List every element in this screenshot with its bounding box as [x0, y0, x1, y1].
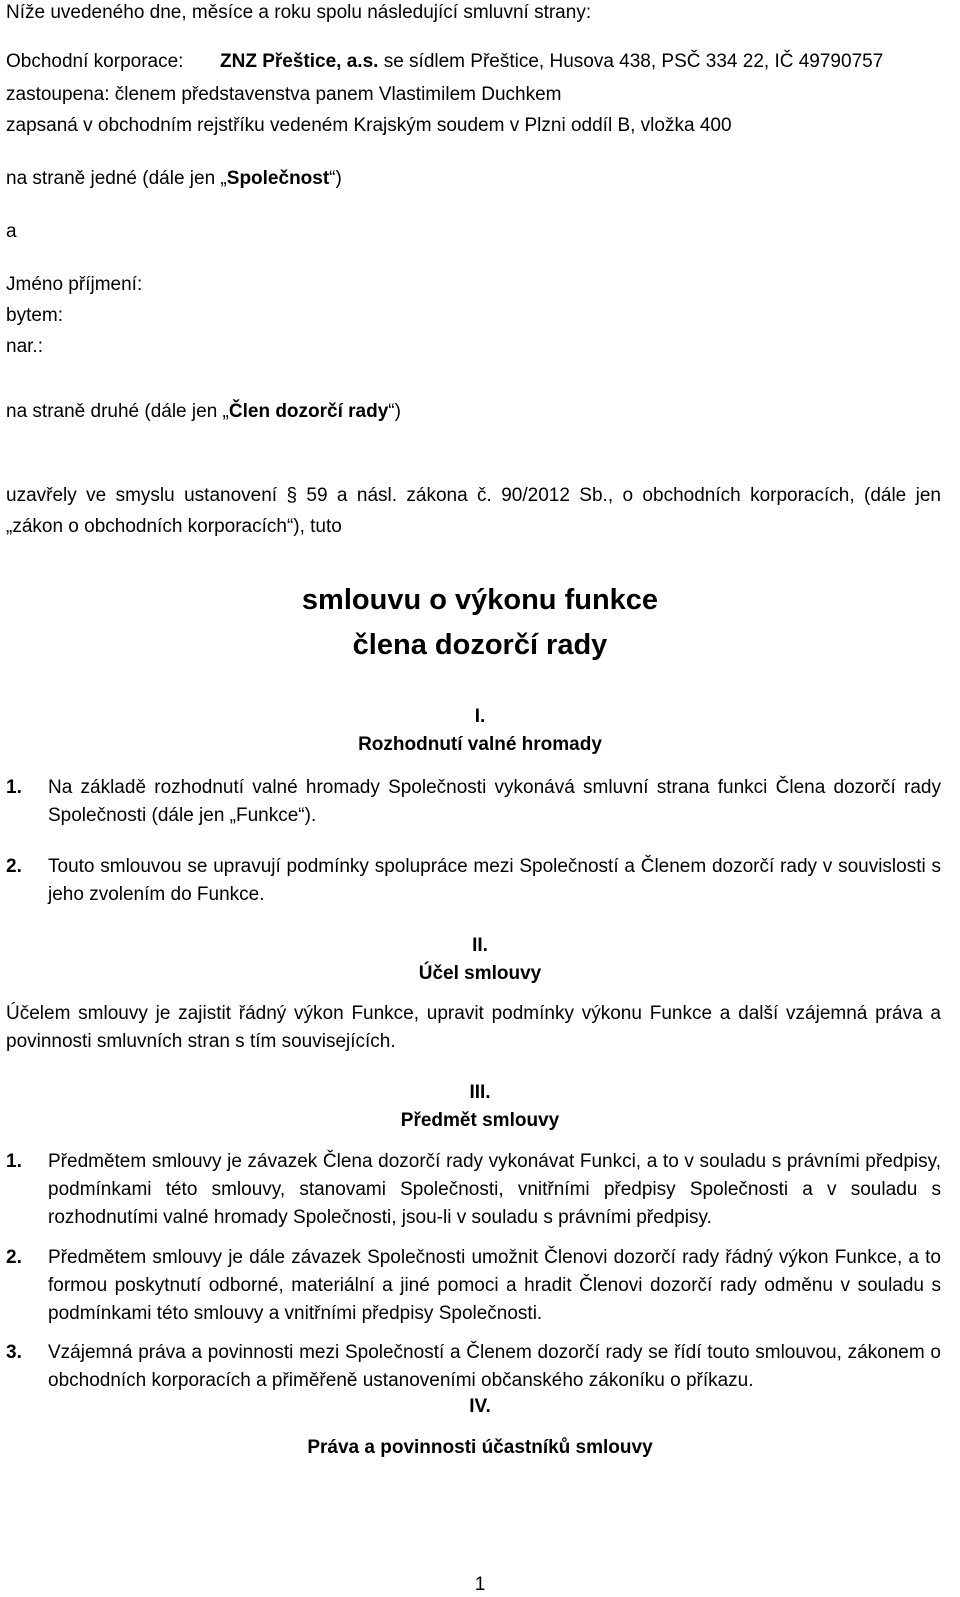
section-1-item-2-text: Touto smlouvou se upravují podmínky spolupráce mezi Společností a Členem dozorčí rady v souvislosti s jeho zvolením do Funkce.	[48, 856, 941, 905]
party1-company-name: ZNZ Přeštice, a.s.	[220, 51, 379, 72]
section-3-number: III.	[469, 1082, 491, 1103]
party2-side-name: Člen dozorčí rady	[228, 401, 389, 422]
section-2-text: Účelem smlouvy je zajistit řádný výkon Funkce, upravit podmínky výkonu Funkce a další vzájemná práva a povinnosti smluvních stran s tím souvisejících.	[6, 1003, 941, 1052]
concluded-line-1-suffix: , o obchodních korporacích, (dále jen	[607, 485, 941, 506]
party1-side-prefix: na straně jedné (dále jen „	[6, 168, 227, 189]
party2-born-label: nar.:	[6, 336, 43, 357]
party1-represented: zastoupena: členem představenstva panem Vlastimilem Duchkem	[6, 84, 562, 105]
and-conjunction: a	[6, 221, 17, 242]
party1-label: Obchodní korporace:	[6, 51, 184, 72]
section-3-item-1-text: Předmětem smlouvy je závazek Člena dozorčí rady vykonávat Funkci, a to v souladu s právními předpisy, podmínkami této smlouvy, stanovami Společnosti, vnitřními předpisy Společnosti a v souladu s rozhodnutími valné hromady Společnosti, jsou-li v souladu s právními předpisy.	[48, 1151, 941, 1228]
party2-side-suffix: “)	[388, 401, 401, 422]
section-4-number: IV.	[469, 1396, 491, 1417]
party1-side-name: Společnost	[226, 168, 330, 189]
intro-text: Níže uvedeného dne, měsíce a roku spolu následující smluvní strany:	[6, 2, 592, 23]
party2-name-label: Jméno příjmení:	[6, 274, 143, 295]
section-2-heading: Účel smlouvy	[418, 963, 542, 984]
party2-address-label: bytem:	[6, 305, 64, 326]
section-1-heading: Rozhodnutí valné hromady	[358, 734, 602, 755]
party1-register: zapsaná v obchodním rejstříku vedeném Krajským soudem v Plzni oddíl B, vložka 400	[6, 115, 732, 136]
section-3-item-3-text: Vzájemná práva a povinnosti mezi Společností a Členem dozorčí rady se řídí touto smlouvou, zákonem o obchodních korporacích a přiměřeně ustanoveními občanského zákoníku o příkazu.	[48, 1342, 941, 1391]
section-1-number: I.	[474, 706, 486, 727]
concluded-line-1	[6, 484, 941, 508]
section-1-item-1-text: Na základě rozhodnutí valné hromady Společnosti vykonává smluvní strana funkci Člena dozorčí rady Společnosti (dále jen „Funkce“).	[48, 777, 941, 826]
party1-side-suffix: “)	[329, 168, 342, 189]
party1-line	[6, 50, 883, 74]
section-4-heading: Práva a povinnosti účastníků smlouvy	[307, 1437, 653, 1458]
contract-title-line-1: smlouvu o výkonu funkce	[301, 584, 659, 616]
party1-side	[6, 167, 342, 191]
section-3-item-3-number: 3.	[6, 1342, 22, 1363]
section-3-item-2-number: 2.	[6, 1247, 22, 1268]
section-3-item-2-text: Předmětem smlouvy je dále závazek Společnosti umožnit Členovi dozorčí rady řádný výkon Funkce, a to formou poskytnutí odborné, materiální a jiné pomoci a hradit Členovi dozorčí rady odměnu v souladu s podmínkami této smlouvy a vnitřními předpisy Společnosti.	[48, 1247, 941, 1324]
section-1-item-1-number: 1.	[6, 777, 22, 798]
concluded-line-2: „zákon o obchodních korporacích“), tuto	[6, 516, 342, 537]
section-3-heading: Předmět smlouvy	[400, 1110, 560, 1131]
party2-side-prefix: na straně druhé (dále jen „	[6, 401, 229, 422]
section-3-item-1-number: 1.	[6, 1151, 22, 1172]
contract-title-line-2: člena dozorčí rady	[352, 629, 608, 661]
concluded-law-reference: uzavřely ve smyslu ustanovení § 59 a násl. zákona č. 90/2012 Sb.	[6, 485, 608, 506]
page-number: 1	[474, 1574, 486, 1595]
party2-side	[6, 400, 401, 424]
section-1-item-2-number: 2.	[6, 856, 22, 877]
section-2-number: II.	[472, 935, 488, 956]
party1-seat: se sídlem Přeštice, Husova 438, PSČ 334 22, IČ 49790757	[378, 51, 884, 72]
